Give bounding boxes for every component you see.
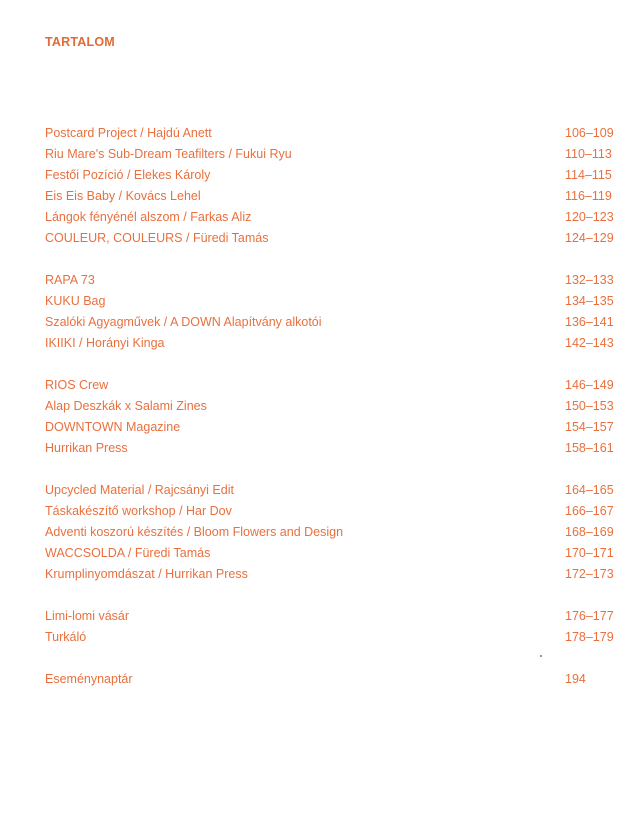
toc-row[interactable] xyxy=(45,207,618,228)
toc-row[interactable] xyxy=(45,333,618,354)
toc-entry: RAPA 73 xyxy=(45,273,95,287)
toc-pages: 142–143 xyxy=(565,336,614,350)
toc-row[interactable] xyxy=(45,627,618,648)
toc-entry: Festői Pozíció / Elekes Károly xyxy=(45,168,211,182)
speck-mark xyxy=(540,655,542,657)
toc-entry: Riu Mare's Sub-Dream Teafilters / Fukui Ryu xyxy=(45,147,292,161)
toc-row[interactable] xyxy=(45,522,618,543)
toc-entry: Eseménynaptár xyxy=(45,672,133,686)
toc-group xyxy=(45,480,618,585)
toc-group xyxy=(45,123,618,249)
toc-entry: Hurrikan Press xyxy=(45,441,128,455)
toc-pages: 116–119 xyxy=(565,189,612,203)
page-title: TARTALOM xyxy=(45,35,115,49)
toc-pages: 170–171 xyxy=(565,546,614,560)
toc-entry: Táskakészítő workshop / Har Dov xyxy=(45,504,232,518)
toc-row[interactable] xyxy=(45,144,618,165)
toc-row[interactable] xyxy=(45,291,618,312)
toc-pages: 176–177 xyxy=(565,609,614,623)
toc-entry: RIOS Crew xyxy=(45,378,109,392)
toc-row[interactable] xyxy=(45,606,618,627)
toc-entry: Alap Deszkák x Salami Zines xyxy=(45,399,207,413)
toc-pages: 106–109 xyxy=(565,126,614,140)
toc-group xyxy=(45,375,618,459)
toc-entry: COULEUR, COULEURS / Füredi Tamás xyxy=(45,231,269,245)
toc-entry: Eis Eis Baby / Kovács Lehel xyxy=(45,189,201,203)
toc-entry: Upcycled Material / Rajcsányi Edit xyxy=(45,483,234,497)
toc-entry: KUKU Bag xyxy=(45,294,106,308)
toc-row[interactable] xyxy=(45,165,618,186)
toc-pages: 134–135 xyxy=(565,294,614,308)
toc-row[interactable] xyxy=(45,228,618,249)
toc-pages: 158–161 xyxy=(565,441,614,455)
toc-row[interactable] xyxy=(45,312,618,333)
toc-pages: 178–179 xyxy=(565,630,614,644)
toc-entry: Krumplinyomdászat / Hurrikan Press xyxy=(45,567,248,581)
table-of-contents xyxy=(45,123,618,711)
toc-entry: Turkáló xyxy=(45,630,87,644)
toc-pages: 150–153 xyxy=(565,399,614,413)
toc-pages: 166–167 xyxy=(565,504,614,518)
toc-pages: 194 xyxy=(565,672,586,686)
toc-row[interactable] xyxy=(45,501,618,522)
toc-row[interactable] xyxy=(45,375,618,396)
toc-row[interactable] xyxy=(45,396,618,417)
toc-pages: 110–113 xyxy=(565,147,612,161)
toc-group xyxy=(45,669,618,690)
toc-row[interactable] xyxy=(45,123,618,144)
toc-entry: Szalóki Agyagművek / A DOWN Alapítvány alkotói xyxy=(45,315,322,329)
toc-row[interactable] xyxy=(45,270,618,291)
toc-row[interactable] xyxy=(45,543,618,564)
toc-row[interactable] xyxy=(45,417,618,438)
toc-pages: 136–141 xyxy=(565,315,614,329)
toc-row[interactable] xyxy=(45,186,618,207)
toc-entry: Limi-lomi vásár xyxy=(45,609,130,623)
toc-pages: 132–133 xyxy=(565,273,614,287)
toc-entry: DOWNTOWN Magazine xyxy=(45,420,181,434)
toc-pages: 120–123 xyxy=(565,210,614,224)
toc-row[interactable] xyxy=(45,564,618,585)
toc-pages: 172–173 xyxy=(565,567,614,581)
toc-row[interactable] xyxy=(45,480,618,501)
toc-entry: Postcard Project / Hajdú Anett xyxy=(45,126,212,140)
toc-row[interactable] xyxy=(45,438,618,459)
toc-group xyxy=(45,270,618,354)
toc-group xyxy=(45,606,618,648)
toc-row[interactable] xyxy=(45,669,618,690)
toc-entry: Lángok fényénél alszom / Farkas Aliz xyxy=(45,210,252,224)
toc-pages: 164–165 xyxy=(565,483,614,497)
toc-pages: 146–149 xyxy=(565,378,614,392)
toc-entry: IKIIKI / Horányi Kinga xyxy=(45,336,165,350)
toc-pages: 124–129 xyxy=(565,231,614,245)
toc-pages: 154–157 xyxy=(565,420,614,434)
toc-entry: Adventi koszorú készítés / Bloom Flowers and Design xyxy=(45,525,344,539)
toc-entry: WACCSOLDA / Füredi Tamás xyxy=(45,546,211,560)
toc-pages: 168–169 xyxy=(565,525,614,539)
toc-pages: 114–115 xyxy=(565,168,612,182)
